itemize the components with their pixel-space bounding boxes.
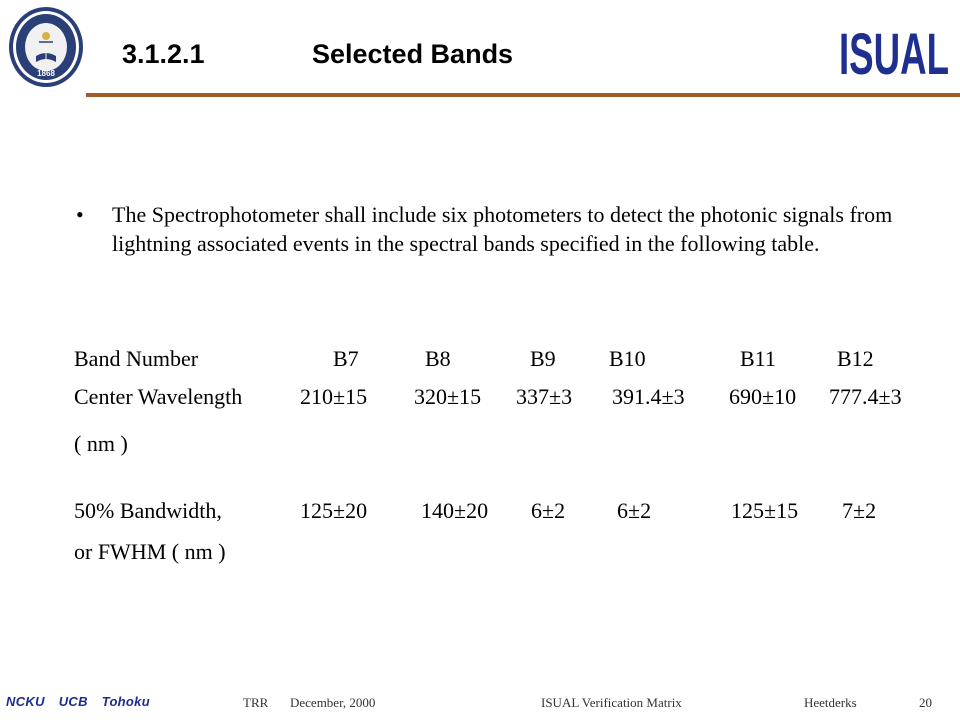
bandwidth-label: 50% Bandwidth,	[74, 498, 222, 523]
bandwidth-cell: 125±20	[300, 498, 368, 523]
footer-org: NCKU	[6, 694, 45, 709]
bandwidth-cell: 6±2	[531, 498, 566, 523]
footer-page-number: 20	[919, 695, 932, 710]
band-number-cell: B10	[609, 346, 646, 371]
center-wavelength-cell: 391.4±3	[612, 384, 685, 409]
footer-review: TRR	[243, 695, 269, 710]
bandwidth-cell: 7±2	[842, 498, 877, 523]
center-wavelength-unit: ( nm )	[74, 431, 128, 456]
bullet-text: The Spectrophotometer shall include six photometers to detect the photonic signals from lightning associated events in the spectral bands specified in the following table.	[112, 202, 893, 256]
section-title: Selected Bands	[312, 39, 514, 69]
footer-org: UCB	[58, 694, 88, 709]
band-number-cell: B11	[740, 346, 776, 371]
footer-doc-title: ISUAL Verification Matrix	[541, 695, 682, 710]
footer-date: December, 2000	[290, 695, 376, 710]
footer-organizations	[6, 694, 160, 709]
university-seal-logo	[6, 4, 86, 90]
bandwidth-cell: 6±2	[617, 498, 652, 523]
band-number-label: Band Number	[74, 346, 199, 371]
bullet-marker: •	[76, 202, 84, 227]
bandwidth-cell: 125±15	[731, 498, 799, 523]
footer-author: Heetderks	[804, 695, 857, 710]
header-divider	[86, 93, 960, 97]
seal-year: 1868	[37, 69, 55, 78]
center-wavelength-cell: 320±15	[414, 384, 482, 409]
band-number-cell: B9	[530, 346, 556, 371]
footer-org: Tohoku	[101, 694, 150, 709]
center-wavelength-cell: 337±3	[516, 384, 573, 409]
isual-logo-text: ISUAL	[839, 22, 949, 84]
band-number-cell: B12	[837, 346, 874, 371]
section-number: 3.1.2.1	[122, 39, 205, 69]
band-number-cell: B7	[333, 346, 359, 371]
center-wavelength-label: Center Wavelength	[74, 384, 243, 409]
isual-logo	[836, 22, 952, 84]
bandwidth-unit: or FWHM ( nm )	[74, 539, 226, 564]
band-number-cell: B8	[425, 346, 451, 371]
bandwidth-cell: 140±20	[421, 498, 489, 523]
center-wavelength-cell: 690±10	[729, 384, 797, 409]
center-wavelength-cell: 210±15	[300, 384, 368, 409]
center-wavelength-cell: 777.4±3	[829, 384, 902, 409]
